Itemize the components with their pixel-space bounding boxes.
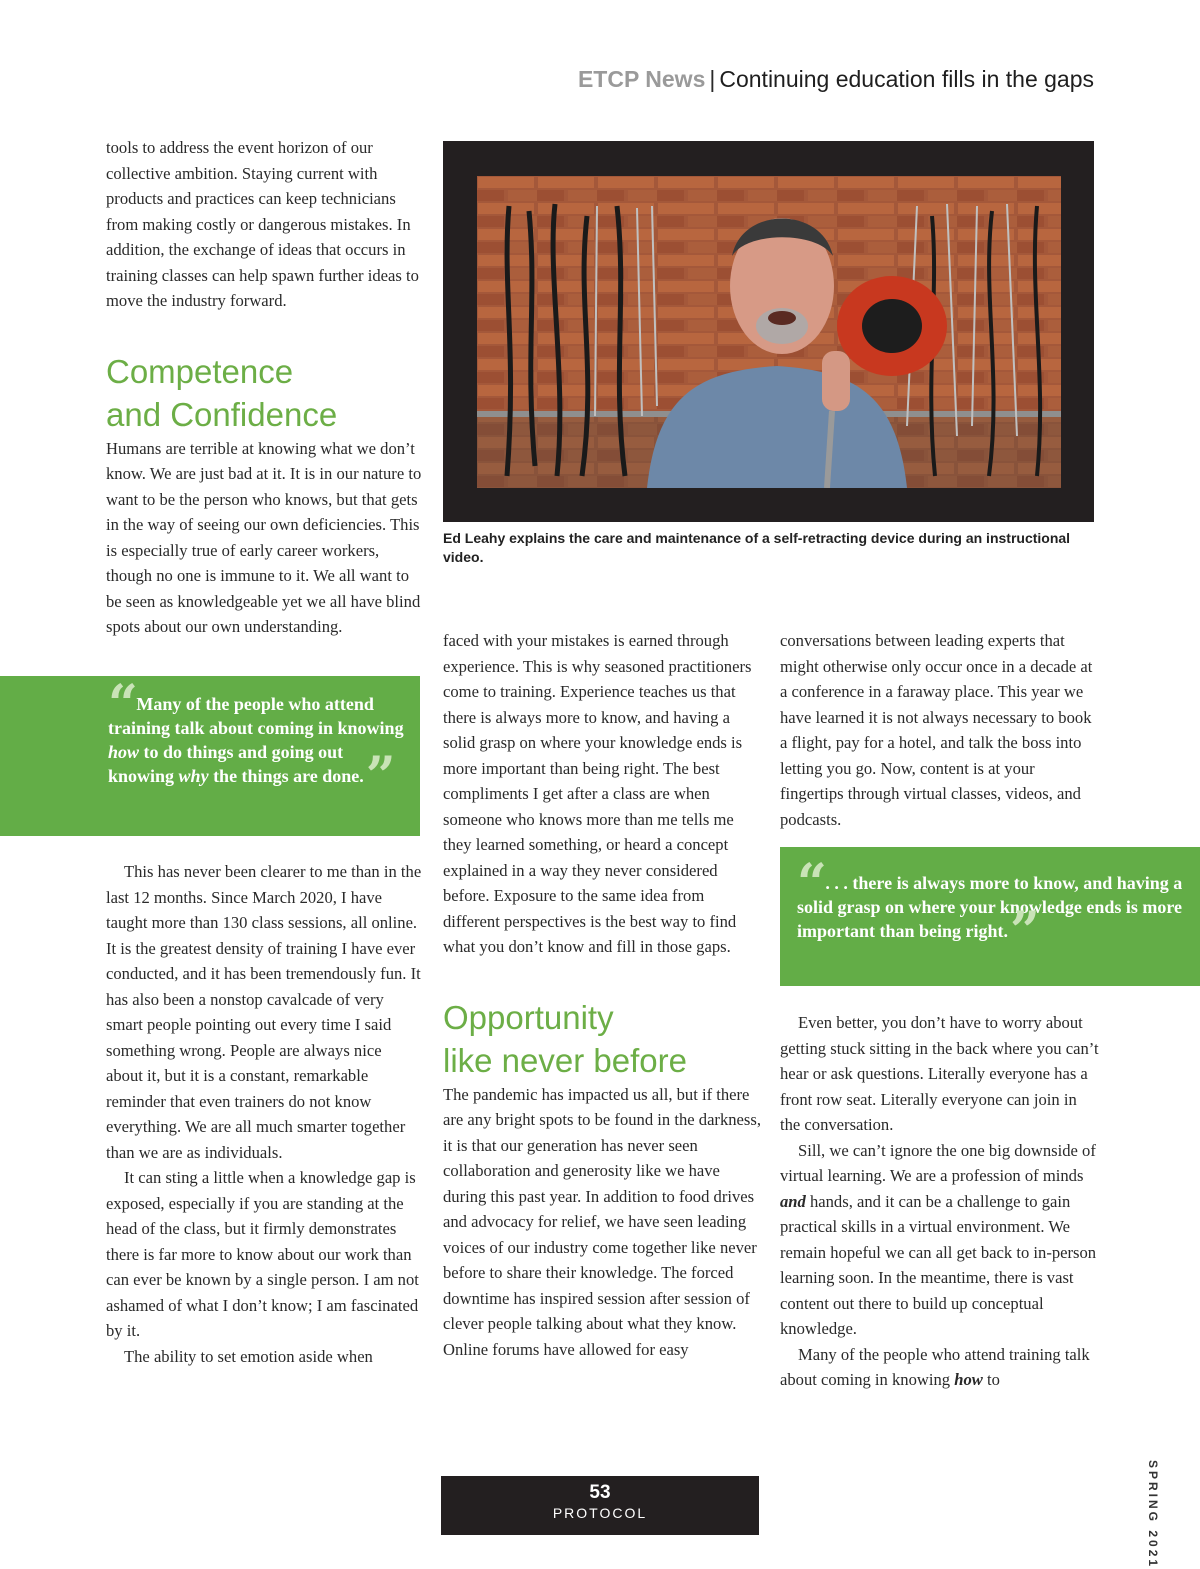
- body-paragraph: Even better, you don’t have to worry about getting stuck sitting in the back where you can’t hear or ask questions. Literally everyone has a front row seat. Literally everyone can join in the conversation.: [780, 1013, 1099, 1134]
- body-paragraph: faced with your mistakes is earned through experience. This is why seasoned practitioners come to training. Experience teaches us that there is always more to know, and having a solid grasp on where your knowledge ends is more important than being right. The best compliments I get after a class are when someone who knows more than me tells me they learned something, or heard a concept explained in a way they never considered before. Exposure to the same idea from different perspectives is the best way to find what you don’t know and fill in those gaps.: [443, 631, 752, 956]
- column-3-bottom: [780, 1010, 1100, 1393]
- heading-competence: [106, 350, 422, 436]
- body-paragraph: The ability to set emotion aside when: [124, 1346, 373, 1366]
- article-title: Continuing education fills in the gaps: [719, 66, 1094, 92]
- text-run: to: [982, 1370, 1000, 1389]
- photo-caption: Ed Leahy explains the care and maintenance of a self-retracting device during an instructional video.: [443, 530, 1071, 565]
- page-header: [578, 66, 1094, 93]
- pull-quote-text: to do things and going out knowing: [108, 742, 344, 786]
- heading-opportunity: [443, 996, 763, 1082]
- page-number: 53: [589, 1482, 611, 1503]
- photo-frame: [443, 141, 1094, 522]
- body-paragraph: Humans are terrible at knowing what we don’t know. We are just bad at it. It is in our nature to want to be the person who knows, but that gets in the way of seeing our own deficiencies. This is especially true of early career workers, though no one is immune to it. We all want to be seen as knowledgeable yet we all have blind spots about our own understanding.: [106, 438, 422, 636]
- intro-paragraph: tools to address the event horizon of our collective ambition. Staying current with products and practices can keep technicians from making costly or dangerous mistakes. In addition, the exchange of ideas that occurs in training classes can help spawn further ideas to move the industry forward.: [106, 138, 419, 310]
- pull-quote: [0, 676, 420, 836]
- emphasis: why: [178, 766, 209, 786]
- heading-line: and Confidence: [106, 395, 338, 433]
- heading-line: Opportunity: [443, 998, 614, 1036]
- body-paragraph: It can sting a little when a knowledge gap is exposed, especially if you are standing at the head of the class, but it firmly demonstrates there is far more to know about our work than can ever be known by a single person. I am not ashamed of what I don’t know; I am fascinated by it.: [106, 1168, 419, 1340]
- text-run: hands, and it can be a challenge to gain practical skills in a virtual environment. We remain hopeful we can all get back to in-person learning soon. In the meantime, there is vast content out there to build up conceptual knowledge.: [780, 1191, 1097, 1338]
- column-1-top: [106, 135, 422, 640]
- emphasis: how: [108, 742, 140, 762]
- close-quote-mark: ”: [365, 746, 390, 807]
- pull-quote: [780, 847, 1200, 986]
- body-paragraph: This has never been clearer to me than in the last 12 months. Since March 2020, I have taught more than 130 class sessions, all online. It is the greatest density of training I have ever conducted, and it has been tremendously fun. It has also been a nonstop cavalcade of very smart people pointing out every time I said something wrong. People are always nice about it, but it is a constant, remarkable reminder that even trainers do not know everything. We are all much smarter together than we are as individuals.: [106, 862, 422, 1162]
- close-quote-mark: ”: [1010, 901, 1034, 962]
- emphasis: and: [780, 1191, 806, 1211]
- article-photo: [477, 176, 1061, 488]
- body-paragraph: [780, 1342, 1100, 1393]
- body-paragraph: The pandemic has impacted us all, but if there are any bright spots to be found in the darkness, it is that our generation has never seen collaboration and generosity like we have during this past year. In addition to food drives and advocacy for relief, we have seen leading voices of our industry come together like never before to share their knowledge. The forced downtime has inspired session after session of clever people talking about what they know. Online forums have allowed for easy: [443, 1084, 761, 1359]
- column-1-bottom: [106, 859, 422, 1369]
- emphasis: how: [954, 1370, 983, 1389]
- text-run: Many of the people who attend training talk about coming in knowing: [780, 1344, 1090, 1389]
- pull-quote-text: . . . there is always more to know, and having a solid grasp on where your knowledge ends is more important than being right.: [797, 873, 1183, 941]
- pull-quote-text: Many of the people who attend training talk about coming in knowing: [108, 694, 404, 738]
- issue-label: SPRING 2021: [1146, 1460, 1160, 1569]
- page-footer: [441, 1476, 759, 1535]
- open-quote-mark: “: [797, 853, 821, 914]
- heading-line: like never before: [443, 1041, 687, 1079]
- body-paragraph: [780, 1138, 1100, 1342]
- header-separator: |: [709, 66, 716, 92]
- text-run: Sill, we can’t ignore the one big downside of virtual learning. We are a profession of minds: [780, 1140, 1096, 1185]
- column-3-top: [780, 628, 1100, 832]
- heading-line: Competence: [106, 352, 294, 390]
- section-name: ETCP News: [577, 66, 706, 92]
- open-quote-mark: “: [108, 674, 132, 735]
- body-paragraph: conversations between leading experts that might otherwise only occur once in a decade at a conference in a faraway place. This year we have learned it is not always necessary to book a flight, pay for a hotel, and talk the boss into letting you go. Now, content is at your fingertips through virtual classes, videos, and podcasts.: [780, 631, 1093, 829]
- pull-quote-text: the things are done.: [208, 766, 364, 786]
- publication-name: PROTOCOL: [552, 1505, 648, 1521]
- column-2: [443, 628, 763, 1362]
- photo-illustration: [477, 176, 1061, 488]
